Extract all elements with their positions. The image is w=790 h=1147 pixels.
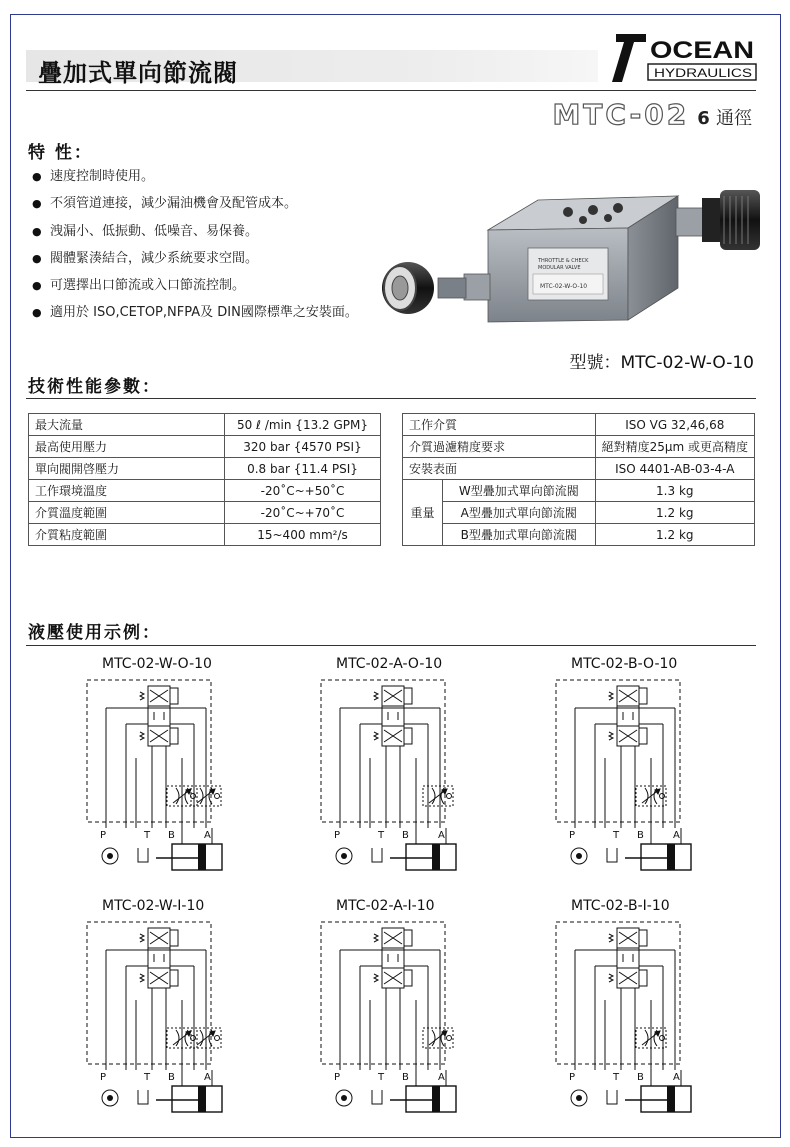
weight-label: 重量 bbox=[403, 480, 443, 546]
hydraulic-circuit-diagram bbox=[555, 678, 705, 888]
solenoid-valve-symbol bbox=[140, 928, 178, 988]
table-row bbox=[29, 524, 381, 546]
pump-icon bbox=[336, 1090, 352, 1106]
solenoid-valve-symbol bbox=[374, 928, 412, 988]
brand-sub-text: HYDRAULICS bbox=[654, 66, 752, 80]
cylinder-icon bbox=[390, 828, 456, 870]
brand-main-text: OCEAN bbox=[650, 37, 754, 64]
pump-icon bbox=[336, 848, 352, 864]
table-row bbox=[403, 502, 755, 524]
port-label: B bbox=[402, 830, 409, 841]
pump-icon bbox=[571, 1090, 587, 1106]
feature-item: ● 洩漏小、低振動、低噪音、易保養。 bbox=[30, 223, 370, 241]
spec-value: ISO VG 32,46,68 bbox=[595, 414, 754, 436]
feature-item: ● 可選擇出口節流或入口節流控制。 bbox=[30, 277, 370, 295]
spec-label: 介質溫度範圍 bbox=[29, 502, 225, 524]
table-row bbox=[29, 458, 381, 480]
features-heading: 特 性： bbox=[28, 143, 93, 163]
cylinder-icon bbox=[625, 1070, 691, 1112]
spec-value: 1.3 kg bbox=[595, 480, 754, 502]
examples-divider bbox=[26, 645, 756, 646]
spec-label: 最大流量 bbox=[29, 414, 225, 436]
tank-icon bbox=[138, 1090, 148, 1104]
spec-label: 介質粘度範圍 bbox=[29, 524, 225, 546]
cylinder-icon bbox=[156, 828, 222, 870]
table-row bbox=[29, 480, 381, 502]
port-label: T bbox=[378, 1072, 385, 1083]
port-label: T bbox=[144, 1072, 151, 1083]
tank-icon bbox=[372, 848, 382, 862]
spec-value: ISO 4401-AB-03-4-A bbox=[595, 458, 754, 480]
hydraulic-circuit-diagram bbox=[86, 678, 236, 888]
port-label: B bbox=[168, 1072, 175, 1083]
cylinder-icon bbox=[390, 1070, 456, 1112]
size-number: 6 bbox=[697, 108, 710, 129]
hydraulic-circuit-diagram bbox=[555, 920, 705, 1130]
spec-value: 1.2 kg bbox=[595, 502, 754, 524]
features-list bbox=[30, 168, 370, 332]
solenoid-valve-symbol bbox=[374, 686, 412, 746]
nameplate-line: MTC-02-W-O-10 bbox=[540, 283, 588, 290]
port-label: A bbox=[673, 830, 680, 841]
port-label: A bbox=[204, 1072, 211, 1083]
solenoid-valve-symbol bbox=[140, 686, 178, 746]
port-label: T bbox=[144, 830, 151, 841]
spec-label: 介質過濾精度要求 bbox=[403, 436, 596, 458]
spec-value: -20˚C~+50˚C bbox=[225, 480, 381, 502]
tank-icon bbox=[372, 1090, 382, 1104]
valve-product-image bbox=[378, 170, 760, 350]
table-row bbox=[403, 524, 755, 546]
tank-icon bbox=[607, 1090, 617, 1104]
port-label: T bbox=[613, 1072, 620, 1083]
spec-label: A型疊加式單向節流閥 bbox=[443, 502, 596, 524]
port-label: A bbox=[438, 1072, 445, 1083]
pump-icon bbox=[571, 848, 587, 864]
feature-item: ● 閥體緊湊結合，減少系統要求空間。 bbox=[30, 250, 370, 268]
spec-table-right bbox=[402, 413, 755, 546]
spec-label: B型疊加式單向節流閥 bbox=[443, 524, 596, 546]
spec-value: 1.2 kg bbox=[595, 524, 754, 546]
hydraulic-circuit-diagram bbox=[320, 920, 470, 1130]
feature-item: ● 速度控制時使用。 bbox=[30, 168, 370, 186]
spec-value: -20˚C~+70˚C bbox=[225, 502, 381, 524]
model-code: MTC-02 bbox=[552, 98, 690, 131]
spec-table-left bbox=[28, 413, 381, 546]
feature-item: ● 適用於 ISO,CETOP,NFPA及 DIN國際標準之安裝面。 bbox=[30, 304, 370, 322]
spec-label: 工作環境溫度 bbox=[29, 480, 225, 502]
model-number: 型號：MTC-02-W-O-10 bbox=[569, 353, 754, 373]
spec-label: 安裝表面 bbox=[403, 458, 596, 480]
port-label: B bbox=[637, 830, 644, 841]
spec-value: 0.8 bar {11.4 PSI} bbox=[225, 458, 381, 480]
spec-label: W型疊加式單向節流閥 bbox=[443, 480, 596, 502]
port-label: P bbox=[569, 830, 576, 841]
port-label: B bbox=[402, 1072, 409, 1083]
table-row bbox=[29, 502, 381, 524]
table-row bbox=[403, 480, 755, 502]
table-row bbox=[403, 436, 755, 458]
spec-label: 單向閥開啓壓力 bbox=[29, 458, 225, 480]
tank-icon bbox=[138, 848, 148, 862]
size-label: 通徑 bbox=[716, 108, 752, 129]
spec-value: 50 ℓ /min {13.2 GPM} bbox=[225, 414, 381, 436]
port-label: T bbox=[613, 830, 620, 841]
nameplate-line: THROTTLE & CHECK bbox=[538, 258, 589, 264]
ocean-hydraulics-logo bbox=[612, 30, 760, 86]
port-label: P bbox=[334, 1072, 341, 1083]
diagram-title: MTC-02-A-O-10 bbox=[336, 656, 443, 672]
spec-label: 最高使用壓力 bbox=[29, 436, 225, 458]
spec-value: 15~400 mm²/s bbox=[225, 524, 381, 546]
diagram-title: MTC-02-B-O-10 bbox=[571, 656, 678, 672]
model-heading bbox=[552, 98, 752, 131]
nameplate-line: MODULAR VALVE bbox=[538, 265, 581, 271]
port-label: A bbox=[438, 830, 445, 841]
cylinder-icon bbox=[625, 828, 691, 870]
port-label: A bbox=[204, 830, 211, 841]
pump-icon bbox=[102, 848, 118, 864]
title-divider bbox=[26, 90, 756, 91]
table-row bbox=[403, 458, 755, 480]
size-spec bbox=[697, 104, 752, 130]
port-label: P bbox=[100, 1072, 107, 1083]
specs-heading: 技術性能參數： bbox=[28, 377, 161, 397]
table-row bbox=[29, 436, 381, 458]
page-title: 疊加式單向節流閥 bbox=[38, 59, 238, 87]
diagram-title: MTC-02-W-O-10 bbox=[102, 656, 212, 672]
port-label: B bbox=[168, 830, 175, 841]
tank-icon bbox=[607, 848, 617, 862]
port-label: P bbox=[100, 830, 107, 841]
spec-label: 工作介質 bbox=[403, 414, 596, 436]
port-label: T bbox=[378, 830, 385, 841]
port-label: B bbox=[637, 1072, 644, 1083]
port-label: A bbox=[673, 1072, 680, 1083]
port-label: P bbox=[569, 1072, 576, 1083]
diagram-title: MTC-02-B-I-10 bbox=[571, 898, 670, 914]
spec-value: 絕對精度25μm 或更高精度 bbox=[595, 436, 754, 458]
solenoid-valve-symbol bbox=[609, 928, 647, 988]
hydraulic-circuit-diagram bbox=[86, 920, 236, 1130]
table-row bbox=[403, 414, 755, 436]
solenoid-valve-symbol bbox=[609, 686, 647, 746]
examples-heading: 液壓使用示例： bbox=[28, 623, 161, 643]
table-row bbox=[29, 414, 381, 436]
port-label: P bbox=[334, 830, 341, 841]
diagram-title: MTC-02-W-I-10 bbox=[102, 898, 205, 914]
hydraulic-circuit-diagram bbox=[320, 678, 470, 888]
diagram-title: MTC-02-A-I-10 bbox=[336, 898, 435, 914]
spec-value: 320 bar {4570 PSI} bbox=[225, 436, 381, 458]
specs-divider bbox=[26, 398, 756, 399]
pump-icon bbox=[102, 1090, 118, 1106]
cylinder-icon bbox=[156, 1070, 222, 1112]
feature-item: ● 不須管道連接，減少漏油機會及配管成本。 bbox=[30, 195, 370, 213]
